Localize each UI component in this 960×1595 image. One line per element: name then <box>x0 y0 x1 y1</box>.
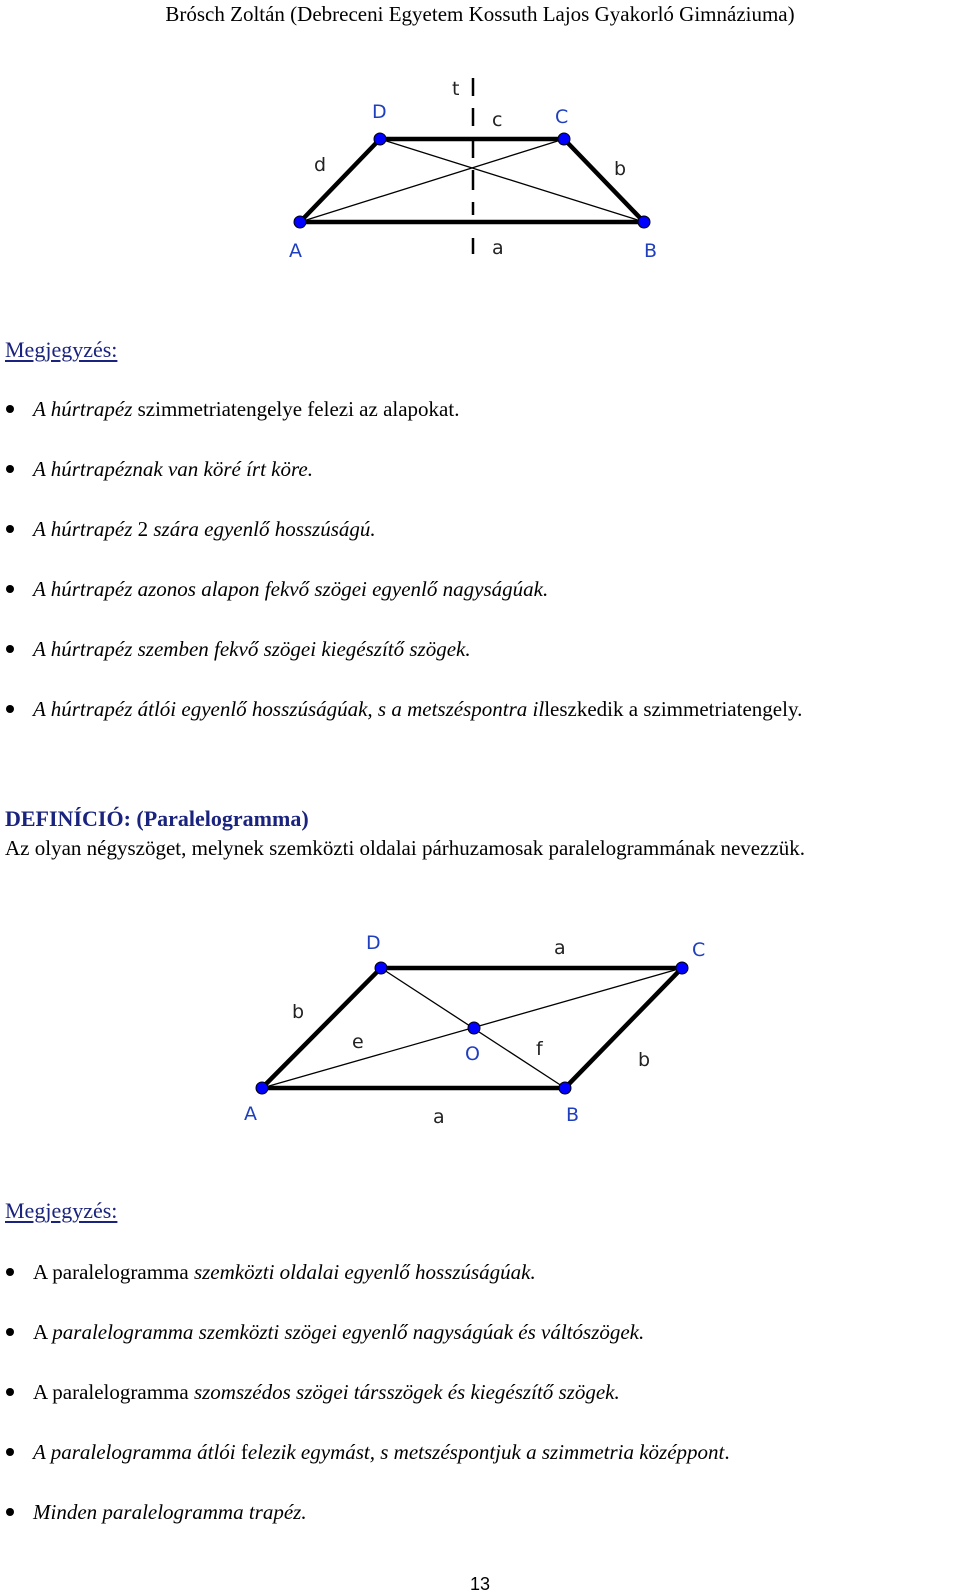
side-b-right <box>565 968 682 1088</box>
list-item <box>0 396 960 456</box>
list-item-text: szimmetriatengelye felezi az alapokat. <box>132 397 460 421</box>
definition-heading: DEFINÍCIÓ: (Paralelogramma) <box>5 806 309 831</box>
list-item-text: A húrtrapéz átlói egyenlő hosszúságúak, s a metszéspontra il <box>33 697 545 721</box>
list-item-text: A húrtrapéz szemben fekvő szögei kiegészítő szögek. <box>33 637 471 661</box>
label-side-a-top: a <box>554 937 566 959</box>
list-item-text: A húrtrapéz azonos alapon fekvő szögei egyenlő nagyságúak. <box>33 577 549 601</box>
label-side-b: b <box>614 158 627 180</box>
list-item-text: A húrtrapéz <box>33 517 138 541</box>
list-item-text: A húrtrapéz <box>33 397 133 421</box>
bullet-icon <box>6 525 14 533</box>
label-side-d: d <box>314 154 327 176</box>
label-vertex-a: A <box>244 1103 257 1125</box>
label-side-a: a <box>492 237 504 259</box>
list-item-text: A <box>33 1320 53 1344</box>
note-heading-1: Megjegyzés: <box>5 337 118 362</box>
list-item-text: szára egyenlő hosszúságú. <box>148 517 376 541</box>
list-item-text: elezik egymást, s metszéspontjuk a szimmetria középpont <box>247 1440 725 1464</box>
label-diagonal-e: e <box>352 1031 364 1053</box>
side-b-left <box>262 968 381 1088</box>
vertex-b <box>559 1082 571 1094</box>
label-side-a-bottom: a <box>433 1106 445 1128</box>
list-item <box>0 1319 960 1379</box>
list-item-text: A paralelogramma <box>33 1260 194 1284</box>
label-side-c: c <box>492 109 503 131</box>
note-heading-2: Megjegyzés: <box>5 1198 118 1223</box>
list-item <box>0 1439 960 1499</box>
label-side-b-right: b <box>638 1049 651 1071</box>
bullet-icon <box>6 465 14 473</box>
list-item <box>0 696 960 756</box>
list-item-text: leszkedik a szimmetriatengely. <box>544 697 803 721</box>
label-side-b-left: b <box>292 1001 305 1023</box>
list-item <box>0 1499 960 1559</box>
list-item-text: Minden paralelogramma trapéz. <box>33 1500 307 1524</box>
vertex-a <box>256 1082 268 1094</box>
bullet-icon <box>6 1388 14 1396</box>
label-vertex-c: C <box>555 106 569 128</box>
label-vertex-c: C <box>692 939 706 961</box>
vertex-b <box>638 216 650 228</box>
vertex-d <box>374 133 386 145</box>
list-item <box>0 516 960 576</box>
list-item <box>0 1259 960 1319</box>
page-number: 13 <box>469 1574 491 1594</box>
label-vertex-d: D <box>366 932 381 954</box>
list-item-text: szemközti oldalai egyenlő hosszúságúak. <box>193 1260 536 1284</box>
list-item-text: A húrtrapéznak van köré írt köre. <box>33 457 313 481</box>
bullet-icon <box>6 405 14 413</box>
bullet-icon <box>6 705 14 713</box>
label-center-o: O <box>465 1043 480 1065</box>
page-header: Brósch Zoltán (Debreceni Egyetem Kossuth Lajos Gyakorló Gimnáziuma) <box>165 2 795 26</box>
list-item <box>0 456 960 516</box>
bullet-icon <box>6 585 14 593</box>
label-vertex-d: D <box>372 101 387 123</box>
list-item-text: paralelogramma szemközti szögei egyenlő nagyságúak és váltószögek. <box>52 1320 645 1344</box>
list-item-text: . <box>724 1440 730 1464</box>
label-vertex-b: B <box>644 240 658 262</box>
bullet-icon <box>6 1448 14 1456</box>
bullet-icon <box>6 1268 14 1276</box>
parallelogram-figure <box>0 920 960 1135</box>
bullet-icon <box>6 1508 14 1516</box>
list-item-text: A paralelogramma <box>33 1380 194 1404</box>
list-item-text: szomszédos szögei társszögek és kiegészítő szögek. <box>193 1380 620 1404</box>
list-item <box>0 636 960 696</box>
vertex-c <box>676 962 688 974</box>
label-t: t <box>452 78 460 100</box>
list-item <box>0 576 960 636</box>
list-item-text: f <box>240 1440 248 1464</box>
list-item <box>0 1379 960 1439</box>
list-item-text: 2 <box>137 517 149 541</box>
label-diagonal-f: f <box>536 1038 543 1060</box>
label-vertex-b: B <box>566 1104 580 1126</box>
bullet-icon <box>6 1328 14 1336</box>
bullet-icon <box>6 645 14 653</box>
vertex-a <box>294 216 306 228</box>
list-item-text: A paralelogramma átlói <box>33 1440 241 1464</box>
label-vertex-a: A <box>289 240 302 262</box>
trapezoid-figure <box>0 60 960 275</box>
vertex-d <box>375 962 387 974</box>
vertex-c <box>558 133 570 145</box>
center-o <box>468 1022 480 1034</box>
definition-text: Az olyan négyszöget, melynek szemközti oldalai párhuzamosak paralelogrammának nevezzük. <box>5 836 806 860</box>
parallelogram-notes-list <box>0 1259 960 1559</box>
trapezoid-notes-list <box>0 396 960 756</box>
